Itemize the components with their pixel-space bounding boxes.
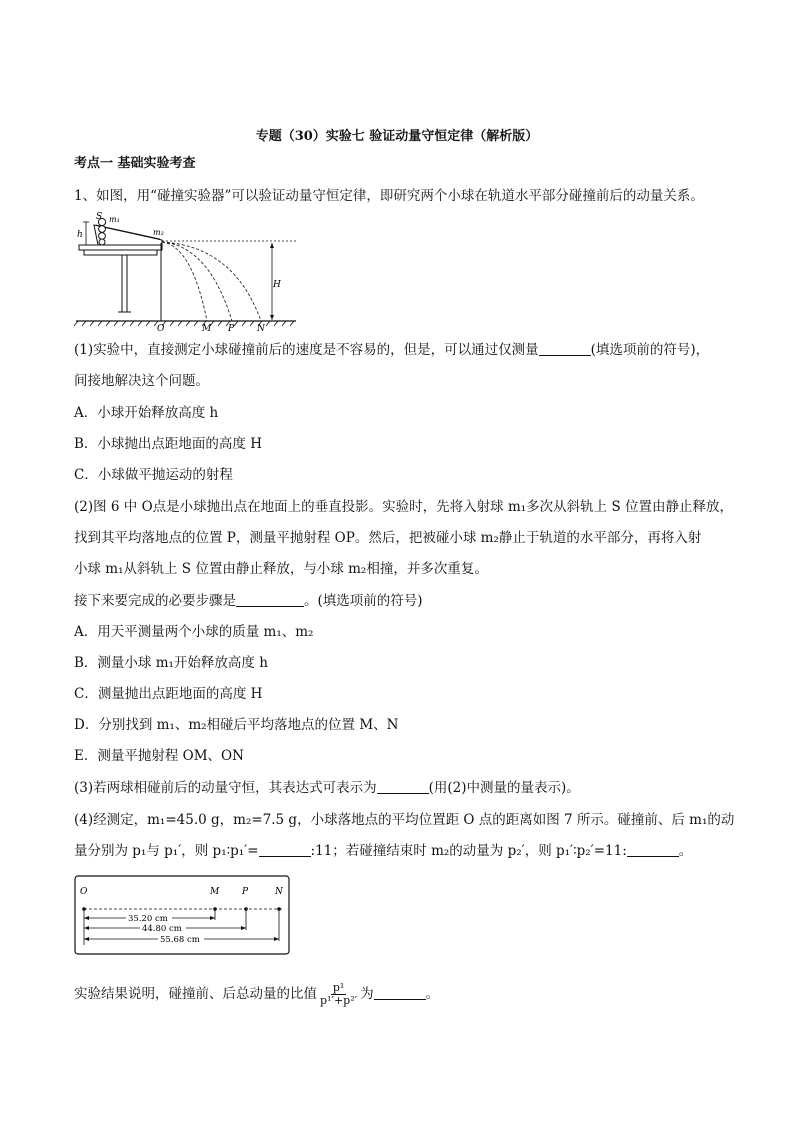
answer-blank-6[interactable] bbox=[374, 985, 426, 1000]
label-M: M bbox=[202, 324, 212, 332]
label-O: O bbox=[157, 324, 165, 332]
final-line: 实验结果说明，碰撞前、后总动量的比值 $\frac{\text{p¹}}{\text{p¹′+p²′}}$ 为 。 bbox=[74, 981, 440, 1007]
label-N: N bbox=[257, 324, 265, 332]
part3-line: (3)若两球相碰前后的动量守恒，其表达式可表示为 (用(2)中测量的量表示)。 bbox=[74, 780, 580, 796]
part2-option-a: A．用天平测量两个小球的质量 m₁、m₂ bbox=[74, 624, 314, 640]
part1-line2: 间接地解决这个问题。 bbox=[74, 373, 209, 389]
momentum-ratio-fraction: $\frac{\text{p¹}}{\text{p¹′+p²′}}$ bbox=[320, 981, 358, 1007]
part1-line1: (1)实验中，直接测定小球碰撞前后的速度是不容易的，但是，可以通过仅测量 (填选项前的符号)， bbox=[74, 342, 710, 358]
page-title: 专题（30）实验七 验证动量守恒定律（解析版） bbox=[255, 129, 539, 144]
label-S: S bbox=[96, 212, 103, 222]
part4-line2: 量分别为 p₁与 p₁′，则 p₁∶p₁′= :11；若碰撞结束时 m₂的动量为 p₂′，则 p₁′∶p₂′=11: 。 bbox=[74, 843, 693, 859]
part1-option-a: A．小球开始释放高度 h bbox=[74, 405, 219, 421]
part2-option-e: E．测量平抛射程 OM、ON bbox=[74, 748, 244, 764]
answer-blank-2[interactable] bbox=[236, 592, 304, 607]
fig2-label-N: N bbox=[275, 887, 283, 897]
part2-line1: (2)图 6 中 O点是小球抛出点在地面上的垂直投影。实验时，先将入射球 m₁多次从斜轨上 S 位置由静止释放， bbox=[74, 499, 733, 515]
label-P: P bbox=[228, 324, 235, 332]
answer-blank-4[interactable] bbox=[259, 842, 311, 857]
label-m2: m₂ bbox=[153, 228, 164, 237]
part2-line3: 小球 m₁从斜轨上 S 位置由静止释放，与小球 m₂相撞，并多次重复。 bbox=[74, 561, 488, 577]
label-m1: m₁ bbox=[109, 215, 120, 224]
label-h: h bbox=[77, 230, 83, 240]
part2-line2: 找到其平均落地点的位置 P，测量平抛射程 OP。然后，把被碰小球 m₂静止于轨道的水平部分，再将入射 bbox=[74, 530, 702, 546]
answer-blank-3[interactable] bbox=[377, 779, 429, 794]
question-stem: 1、如图，用“碰撞实验器”可以验证动量守恒定律，即研究两个小球在轨道水平部分碰撞前后的动量关系。 bbox=[74, 188, 704, 204]
distance-om: 35.20 cm bbox=[128, 914, 168, 924]
apparatus-figure bbox=[74, 208, 300, 332]
part1-option-c: C．小球做平抛运动的射程 bbox=[74, 467, 233, 483]
part4-line1: (4)经测定，m₁=45.0 g，m₂=7.5 g，小球落地点的平均位置距 O 点的距离如图 7 所示。碰撞前、后 m₁的动 bbox=[74, 812, 735, 828]
answer-blank-5[interactable] bbox=[627, 842, 679, 857]
fig2-label-P: P bbox=[242, 887, 249, 897]
part2-line4: 接下来要完成的必要步骤是 。(填选项前的符号) bbox=[74, 593, 423, 609]
answer-blank-1[interactable] bbox=[539, 341, 591, 356]
distance-op: 44.80 cm bbox=[142, 924, 182, 934]
fig2-label-M: M bbox=[210, 887, 220, 897]
distance-on: 55.68 cm bbox=[160, 935, 200, 945]
distance-figure bbox=[74, 875, 292, 957]
fig2-label-O: O bbox=[80, 887, 88, 897]
section-heading: 考点一 基础实验考查 bbox=[74, 156, 196, 171]
part2-option-c: C．测量抛出点距地面的高度 H bbox=[74, 686, 263, 702]
label-H: H bbox=[273, 280, 281, 290]
part2-option-b: B．测量小球 m₁开始释放高度 h bbox=[74, 655, 268, 671]
part1-option-b: B．小球抛出点距地面的高度 H bbox=[74, 436, 262, 452]
part2-option-d: D．分别找到 m₁、m₂相碰后平均落地点的位置 M、N bbox=[74, 717, 399, 733]
